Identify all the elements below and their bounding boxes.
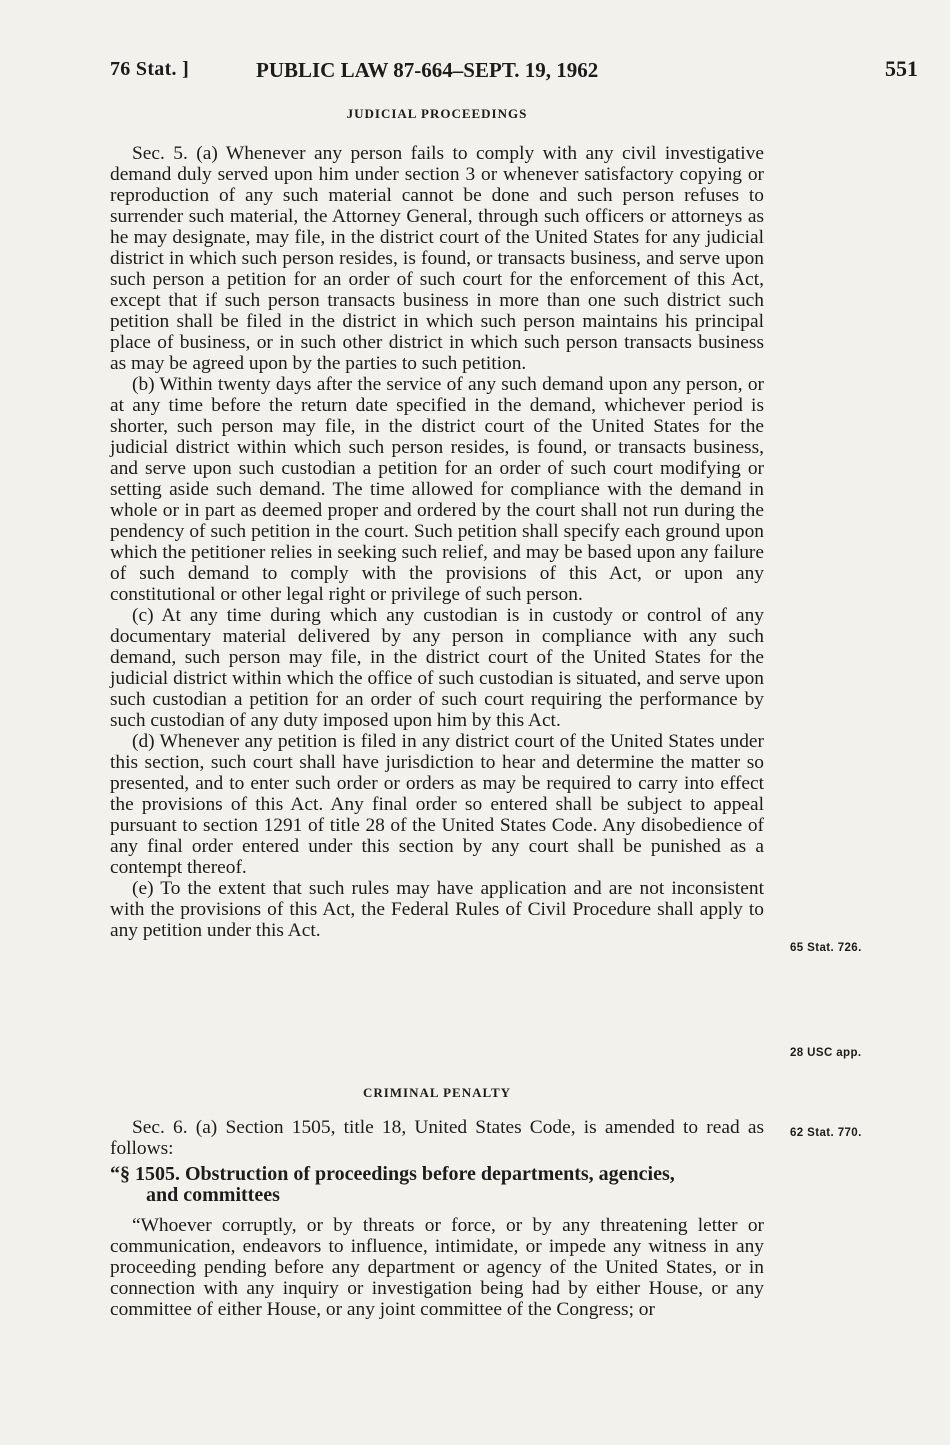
section-5-text <box>110 143 764 941</box>
section-5-c: (c) At any time during which any custodian is in custody or control of any documentary material delivered by any person in compliance with any such demand, such person may file, in the district court of the United States for the judicial district within which the office of such custodian is situated, and serve upon such custodian a petition for an order of such court requiring the performance by such custodian of any duty imposed upon him by this Act. <box>110 605 764 731</box>
section-6-intro <box>110 1117 764 1159</box>
margin-note-65-stat-726: 65 Stat. 726. <box>790 942 862 954</box>
section-1505-heading-line1: “§ 1505. Obstruction of proceedings before departments, agencies, <box>110 1163 675 1185</box>
margin-note-28-usc-app: 28 USC app. <box>790 1047 862 1059</box>
section-6-a: Sec. 6. (a) Section 1505, title 18, United States Code, is amended to read as follows: <box>110 1117 764 1159</box>
section-5-e: (e) To the extent that such rules may have application and are not inconsistent with the provisions of this Act, the Federal Rules of Civil Procedure shall apply to any petition under this Act. <box>110 878 764 941</box>
running-head-title: PUBLIC LAW 87-664–SEPT. 19, 1962 <box>256 58 599 82</box>
section-5-d: (d) Whenever any petition is filed in any district court of the United States under this section, such court shall have jurisdiction to hear and determine the matter so presented, and to enter such order or orders as may be required to carry into effect the provisions of this Act. Any final order so entered shall be subject to appeal pursuant to section 1291 of title 28 of the United States Code. Any disobedience of any final order entered under this section by any court shall be punished as a contempt thereof. <box>110 731 764 878</box>
section-1505-heading <box>110 1164 764 1206</box>
section-1505-heading-line2: and committees <box>146 1184 280 1206</box>
caption-criminal-penalty: CRIMINAL PENALTY <box>362 1085 512 1100</box>
page-number: 551 <box>885 56 918 81</box>
section-1505-quote <box>110 1215 764 1320</box>
margin-note-62-stat-770: 62 Stat. 770. <box>790 1127 862 1139</box>
running-head-volume: 76 Stat. ] <box>110 58 190 80</box>
caption-judicial-proceedings: JUDICIAL PROCEEDINGS <box>346 106 528 121</box>
section-1505-text: “Whoever corruptly, or by threats or force, or by any threatening letter or communication, endeavors to influence, intimidate, or impede any witness in any proceeding pending before any department or agency of the United States, or in connection with any inquiry or investigation being had by either House, or any committee of either House, or any joint committee of the Congress; or <box>110 1215 764 1320</box>
section-5-b: (b) Within twenty days after the service of any such demand upon any person, or at any time before the return date specified in the demand, whichever period is shorter, such person may file, in the district court of the United States for the judicial district within which such person resides, is found, or transacts business, and serve upon such custodian a petition for an order of such court modifying or setting aside such demand. The time allowed for compliance with the demand in whole or in part as deemed proper and ordered by the court shall not run during the pendency of such petition in the court. Such petition shall specify each ground upon which the petitioner relies in seeking such relief, and may be based upon any failure of such demand to comply with the provisions of this Act, or upon any constitutional or other legal right or privilege of such person. <box>110 374 764 605</box>
section-5-a: Sec. 5. (a) Whenever any person fails to comply with any civil investigative demand duly served upon him under section 3 or whenever satisfactory copying or reproduction of any such material cannot be done and such person refuses to surrender such material, the Attorney General, through such officers or attorneys as he may designate, may file, in the district court of the United States for any judicial district in which such person resides, is found, or transacts business, and serve upon such person a petition for an order of such court for the enforcement of this Act, except that if such person transacts business in more than one such district such petition shall be filed in the district in which such person maintains his principal place of business, or in such other district in which such person transacts business as may be agreed upon by the parties to such petition. <box>110 143 764 374</box>
